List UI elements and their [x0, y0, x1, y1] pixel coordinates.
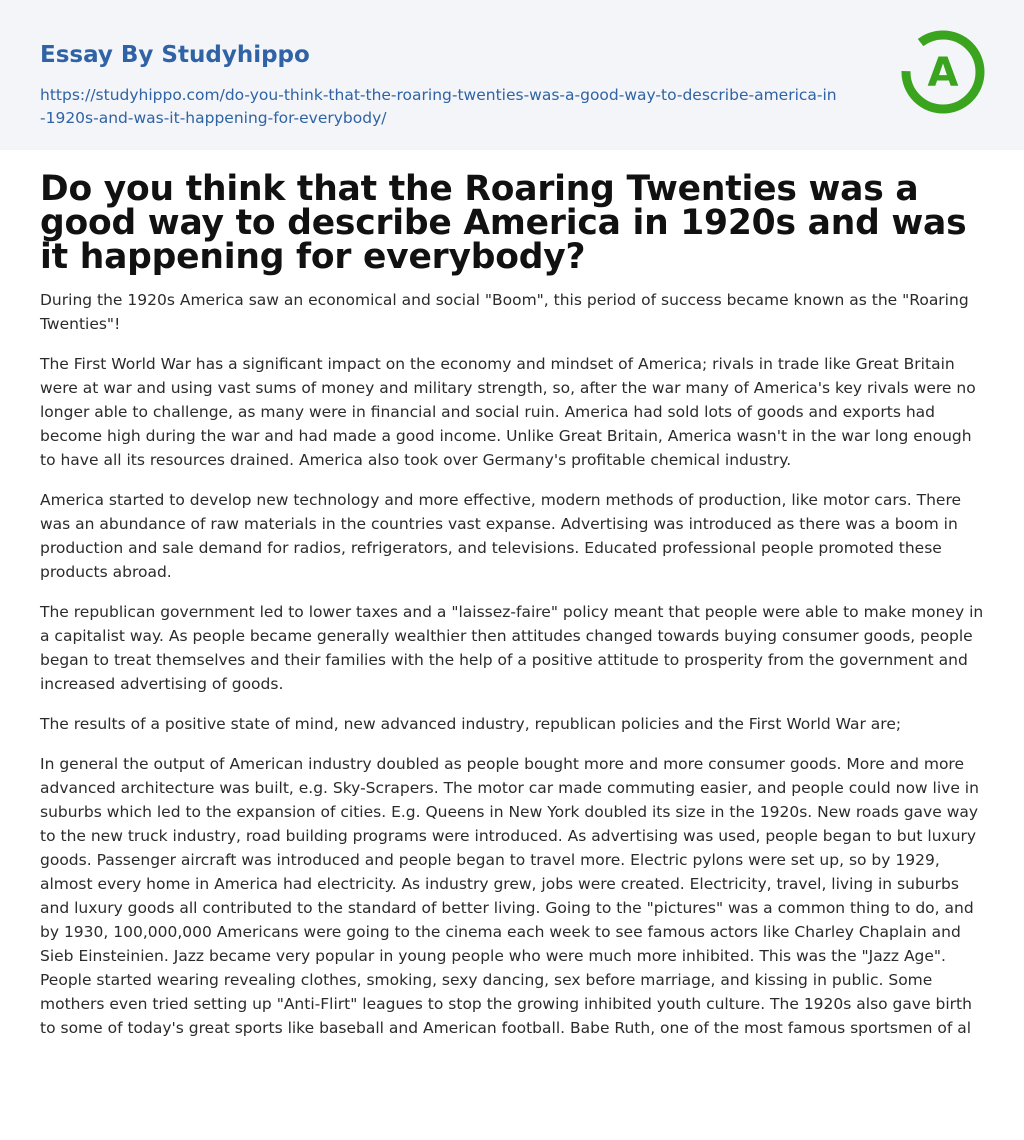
article-paragraph: The results of a positive state of mind, new advanced industry, republican policies and the First World War are;	[40, 715, 902, 733]
article-paragraph: The First World War has a significant impact on the economy and mindset of America; rivals in trade like Great Britain were at war and using vast sums of money and military strength, so, after the war many of America's key rivals were no longer able to challenge, as many were in financial and social ruin. America had sold lots of goods and exports had become high during the war and had made a good income. Unlike Great Britain, America wasn't in the war long enough to have all its resources drained. America also took over Germany's profitable chemical industry.	[40, 355, 976, 469]
logo-letter: A	[927, 50, 959, 96]
article	[0, 169, 1024, 1040]
page-header	[0, 0, 1024, 150]
article-paragraph: In general the output of American industry doubled as people bought more and more consumer goods. More and more advanced architecture was built, e.g. Sky-Scrapers. The motor car made commuting easier, and people could now live in suburbs which led to the expansion of cities. E.g. Queens in New York doubled its size in the 1920s. New roads gave way to the new truck industry, road building programs were introduced. As advertising was used, people began to but luxury goods. Passenger aircraft was introduced and people began to travel more. Electric pylons were set up, so by 1929, almost every home in America had electricity. As industry grew, jobs were created. Electricity, travel, living in suburbs and luxury goods all contributed to the standard of better living. Going to the "pictures" was a common thing to do, and by 1930, 100,000,000 Americans were going to the cinema each week to see famous actors like Charley Chaplain and Sieb Einsteinien. Jazz became very popular in young people who were much more inhibited. This was the "Jazz Age". People started wearing revealing clothes, smoking, sexy dancing, sex before marriage, and kissing in public. Some mothers even tried setting up "Anti-Flirt" leagues to stop the growing inhibited youth culture. The 1920s also gave birth to some of today's great sports like baseball and American football. Babe Ruth, one of the most famous sportsmen of al	[40, 755, 979, 1037]
article-paragraph: During the 1920s America saw an economical and social "Boom", this period of success became known as the "Roaring Twenties"!	[40, 291, 969, 333]
article-paragraph: The republican government led to lower taxes and a "laissez-faire" policy meant that people were able to make money in a capitalist way. As people became generally wealthier then attitudes changed towards buying consumer goods, people began to treat themselves and their families with the help of a positive attitude to prosperity from the government and increased advertising of goods.	[40, 603, 984, 693]
source-url-link[interactable]: https://studyhippo.com/do-you-think-that-the-roaring-twenties-was-a-good-way-to-describe-america-in-1920s-and-was-it-happening-for-everybody/	[40, 86, 837, 127]
brand-title[interactable]: Essay By Studyhippo	[40, 42, 310, 68]
article-paragraph: America started to develop new technology and more effective, modern methods of production, like motor cars. There was an abundance of raw materials in the countries vast expanse. Advertising was introduced as there was a boom in production and sale demand for radios, refrigerators, and televisions. Educated professional people promoted these products abroad.	[40, 491, 962, 581]
studyhippo-logo-icon[interactable]	[900, 29, 986, 115]
article-title: Do you think that the Roaring Twenties was a good way to describe America in 1920s and was it happening for everybody?	[40, 169, 967, 277]
